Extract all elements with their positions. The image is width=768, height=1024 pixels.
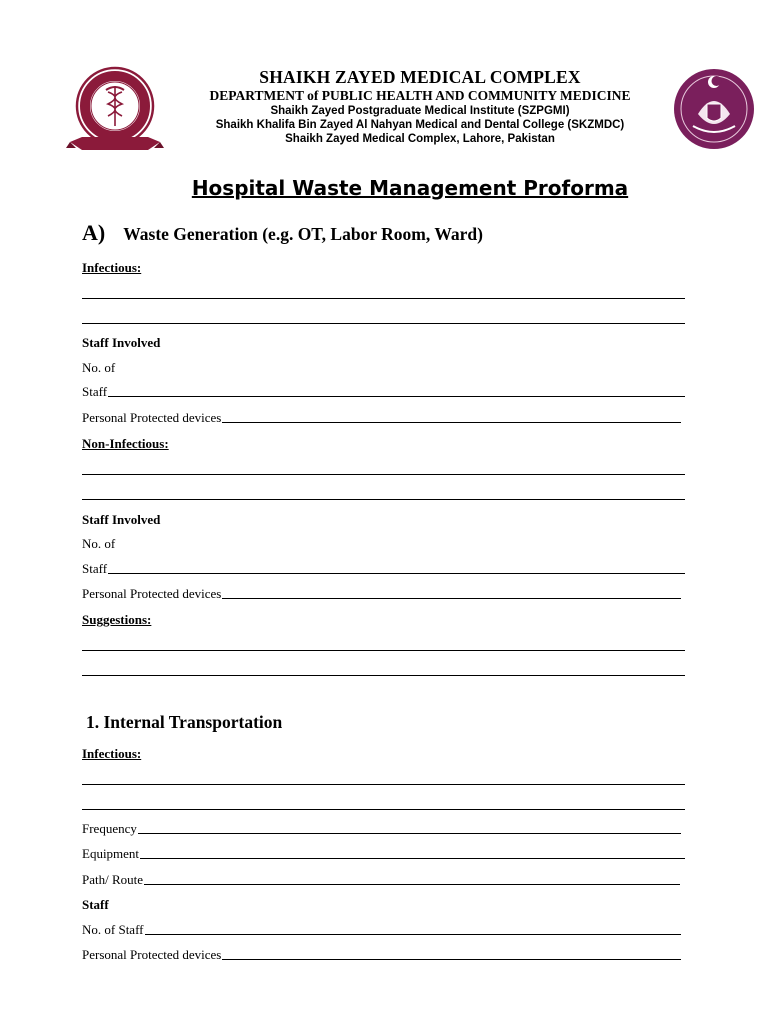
- staff-field-label-2: Staff: [82, 561, 108, 576]
- staff-input-line[interactable]: [108, 395, 685, 397]
- ppd-field-2[interactable]: [82, 586, 681, 602]
- institution-name: SHAIKH ZAYED MEDICAL COMPLEX: [259, 67, 581, 87]
- staff-field-label: Staff: [82, 384, 108, 399]
- infectious-answer-line-2[interactable]: [82, 323, 685, 324]
- ppd-field-label-2: Personal Protected devices: [82, 586, 222, 601]
- department-name: DEPARTMENT of PUBLIC HEALTH AND COMMUNITY MEDICINE: [209, 88, 631, 103]
- transport-ppd-label: Personal Protected devices: [82, 947, 222, 962]
- ppd-field-label: Personal Protected devices: [82, 410, 222, 425]
- no-of-staff-input-line[interactable]: [145, 933, 681, 935]
- section-1-heading: 1. Internal Transportation: [86, 712, 283, 732]
- institute-emblem-logo: [673, 68, 755, 150]
- section-heading-text: Waste Generation (e.g. OT, Labor Room, Ward): [123, 224, 483, 244]
- ppd-input-line-2[interactable]: [222, 597, 681, 599]
- suggestions-answer-line-1[interactable]: [82, 650, 685, 651]
- staff-input-line-2[interactable]: [108, 572, 685, 574]
- infectious-label: Infectious:: [82, 260, 142, 275]
- no-of-label: No. of: [82, 360, 116, 375]
- frequency-field[interactable]: [82, 821, 681, 837]
- frequency-input-line[interactable]: [138, 832, 681, 834]
- ppd-input-line[interactable]: [222, 421, 681, 423]
- path-route-label: Path/ Route: [82, 872, 144, 887]
- transport-staff-label: Staff: [82, 897, 109, 912]
- transport-ppd-input-line[interactable]: [222, 958, 681, 960]
- staff-involved-label-2: Staff Involved: [82, 512, 161, 527]
- transport-infectious-label: Infectious:: [82, 746, 142, 761]
- equipment-input-line[interactable]: [140, 857, 685, 859]
- staff-field-2[interactable]: [82, 561, 685, 577]
- no-of-staff-label: No. of Staff: [82, 922, 144, 937]
- staff-involved-label: Staff Involved: [82, 335, 161, 350]
- college-seal-logo: [66, 64, 164, 160]
- non-infectious-answer-line-2[interactable]: [82, 499, 685, 500]
- transport-infectious-line-1[interactable]: [82, 784, 685, 785]
- path-route-input-line[interactable]: [144, 883, 680, 885]
- path-route-field[interactable]: [82, 872, 680, 888]
- equipment-field[interactable]: [82, 846, 685, 862]
- infectious-answer-line-1[interactable]: [82, 298, 685, 299]
- section-a-heading: [82, 220, 483, 246]
- address-line: Shaikh Zayed Medical Complex, Lahore, Pakistan: [285, 133, 555, 145]
- equipment-label: Equipment: [82, 846, 140, 861]
- institute-line-1: Shaikh Zayed Postgraduate Medical Institute (SZPGMI): [270, 105, 570, 117]
- transport-ppd-field[interactable]: [82, 947, 681, 963]
- ppd-field[interactable]: [82, 410, 681, 426]
- non-infectious-label: Non-Infectious:: [82, 436, 169, 451]
- page-title: Hospital Waste Management Proforma: [191, 176, 629, 200]
- institute-line-2: Shaikh Khalifa Bin Zayed Al Nahyan Medical and Dental College (SKZMDC): [215, 119, 625, 131]
- section-letter: A): [82, 220, 106, 245]
- non-infectious-answer-line-1[interactable]: [82, 474, 685, 475]
- no-of-label-2: No. of: [82, 536, 116, 551]
- no-of-staff-field[interactable]: [82, 922, 681, 938]
- suggestions-label: Suggestions:: [82, 612, 152, 627]
- transport-infectious-line-2[interactable]: [82, 809, 685, 810]
- frequency-label: Frequency: [82, 821, 137, 836]
- staff-field[interactable]: [82, 384, 685, 400]
- suggestions-answer-line-2[interactable]: [82, 675, 685, 676]
